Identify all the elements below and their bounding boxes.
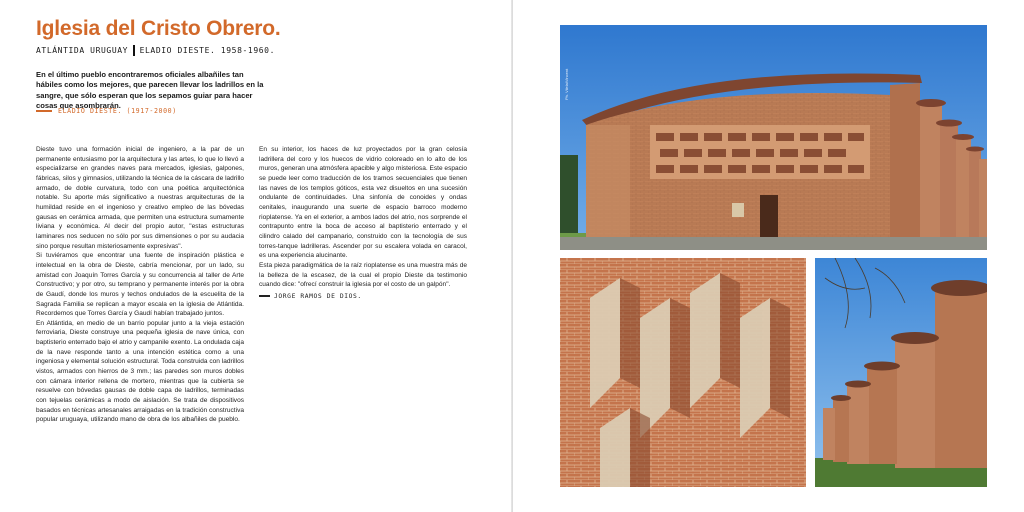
attribution-dash xyxy=(36,110,52,112)
right-page xyxy=(513,0,1024,512)
brick-lattice-illustration xyxy=(560,258,806,487)
architect-years-label: ELADIO DIESTE. 1958-1960. xyxy=(139,46,276,55)
article-signature xyxy=(259,292,467,302)
body-paragraph: Dieste tuvo una formación inicial de ingeniero, a la par de un permanente entusiasmo por la arquitectura y las artes, lo que lo llevó a especializarse en grandes naves para mercados, iglesias, galpones, fábricas, silos y gimnasios, utilizando la técnica de la cáscara de ladrillo armado, de doble curvatura, todo con una poética arquitectónica notable. Su aporte más significativo a nuestras arquitecturas de la humildad reside en el ingenioso y creativo empleo de las bóvedas gausas en cerámica armada, que permiten una estructura sumamente liviana y económica. Al decir del propio autor, "estas estructuras laminares nos seducen no sólo por sus dimensiones o por su audacia sino porque resultan misteriosamente expresivas". xyxy=(36,146,244,250)
subtitle-separator xyxy=(133,45,135,56)
quote-author-name: ELADIO DIESTE. (1917-2000) xyxy=(58,107,177,115)
brick-lattice-photo xyxy=(560,258,806,487)
body-column-2 xyxy=(259,145,467,302)
signature-dash xyxy=(259,295,270,297)
location-label: ATLÁNTIDA URUGUAY xyxy=(36,46,129,55)
church-facade-illustration xyxy=(560,25,987,250)
article-title: Iglesia del Cristo Obrero. xyxy=(36,17,281,40)
body-column-1 xyxy=(36,145,244,425)
body-paragraph: Esta pieza paradigmática de la raíz rioplatense es una muestra más de la belleza de la escasez, de la cual el propio Dieste da testimonio cuando dice: "ofrecí construir la iglesia por el costo de un galpón". xyxy=(259,261,467,289)
tower-columns-photo xyxy=(815,258,987,487)
pull-quote: En el último pueblo encontraremos oficiales albañiles tan hábiles como los mejores, que parecen llevar los ladrillos en la sangre, que sólo esperan que los sepamos guiar para hacer cosas que asombrarán. xyxy=(36,70,264,110)
church-facade-photo xyxy=(560,25,987,250)
photo-credit: Ph. Vilela/Vincent xyxy=(564,68,569,100)
quote-attribution xyxy=(36,107,177,115)
article-subtitle xyxy=(36,45,275,56)
body-paragraph: Si tuviéramos que encontrar una fuente de inspiración plástica e intelectual en la obra de Dieste, cabría mencionar, por un lado, su amistad con Joaquín Torres García y su concurrencia al taller de Arte Constructivo; y por otro, su temprano y permanente interés por la obra de Gaudí, donde los muros y techos ondulados de la escuelita de la Sagrada Familia se replican a mayor escala en la iglesia de Atlántida. Recordemos que Torres García y Gaudí habían trabajado juntos. xyxy=(36,252,244,318)
body-paragraph: En su interior, los haces de luz proyectados por la gran celosía ladrillera del coro y los huecos de vidrio coloreado en lo alto de los muros, generan una atmósfera apacible y algo misteriosa. Este espacio se puede leer como traducción de los tramos secuenciales que tienen las naves de los templos góticos, esta vez disueltos en una sucesión ondulante de continuidades. Una sinfonía de conoides y ondas cenitales, inaugurando una suerte de espacio barroco moderno rioplatense. Ya en el exterior, a ambos lados del atrio, nos sorprende el contrapunto entre la boca de acceso al baptisterio enterrado y el cilindro calado del campanario, construido con la tecnología de sus torres-tanque ladrilleras. Ascender por su escalera volada en caracol, es una experiencia alucinante. xyxy=(259,146,467,260)
tower-columns-illustration xyxy=(815,258,987,487)
body-paragraph: En Atlántida, en medio de un barrio popular junto a la vieja estación ferroviaria, Dieste construye una pequeña iglesia de nave única, con baptisterio enterrado bajo el atrio y campanile exento. La ondulada caja de la nave responde tanto a una intención estética como a una ingeniosa y elemental solución estructural. Toda construida con ladrillos vistos, armados con hierros de 3 mm.; las paredes son muros dobles con cámara interior rellena de mortero, mientras que la cubierta se resuelve con bóvedas gausas de doble capa de ladrillos, terminadas con tejuelas cerámicas a modo de aislación. Se trata de dispositivos basados en técnicas artesanales arraigadas en la tradición constructiva popular uruguaya, utilizando mano de obra de los albañiles de pueblo. xyxy=(36,319,244,424)
left-page xyxy=(0,0,511,512)
article-author-name: JORGE RAMOS DE DIOS. xyxy=(274,292,362,300)
